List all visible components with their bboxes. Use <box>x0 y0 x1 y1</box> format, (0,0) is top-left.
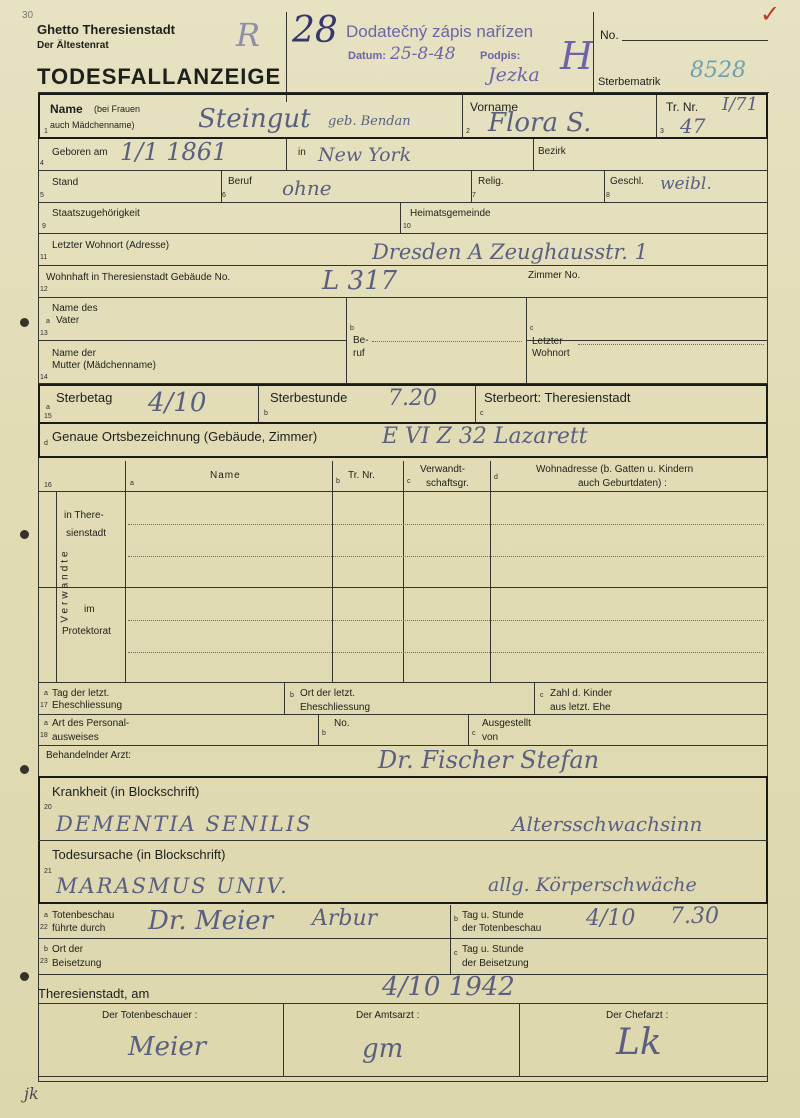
r18-art-label1: Art des Personal- <box>52 718 130 729</box>
trnr-label: Tr. Nr. <box>666 100 699 114</box>
beschau-value: Dr. Meier <box>148 906 274 936</box>
bottom-mark: jk <box>24 1084 39 1103</box>
r23-ort-label1: Ort der <box>52 944 84 955</box>
name-sub1: (bei Frauen <box>94 104 141 114</box>
ort-value: E VI Z 32 Lazarett <box>382 424 588 449</box>
letzter-label1: Letzter <box>532 336 563 347</box>
r22-stunde-value: 7.30 <box>670 904 719 929</box>
check-mark: ✓ <box>760 1 781 28</box>
krankheit-label: Krankheit (in Blockschrift) <box>52 784 200 799</box>
punch-hole <box>20 318 29 327</box>
sterbematrik-value: 8528 <box>690 58 746 83</box>
staat-label: Staatszugehörigkeit <box>52 208 140 219</box>
gebaeude-label: Wohnhaft in Theresienstadt Gebäude No. <box>46 272 231 283</box>
beruf-label-parent2: ruf <box>353 348 365 359</box>
gebaeude-value: L 317 <box>322 266 398 296</box>
r18-no-label: No. <box>334 718 350 729</box>
trnr-value1: I/71 <box>722 94 759 115</box>
rel-name-col: Name <box>210 470 241 481</box>
no-label: No. <box>600 28 619 42</box>
sterbetag-label: Sterbetag <box>56 390 113 405</box>
sterbematrik-label: Sterbematrik <box>598 76 661 88</box>
ursache-note: allg. Körperschwäche <box>488 874 697 896</box>
stamp-sign-label: Podpis: <box>480 50 521 62</box>
geschl-value: weibl. <box>660 174 712 194</box>
punch-hole <box>20 530 29 539</box>
r22-tag-label2: der Totenbeschau <box>462 923 542 934</box>
mutter-label1: Name der <box>52 348 96 359</box>
krankheit-value: DEMENTIA SENILIS <box>56 812 313 836</box>
header-subtitle: Der Ältestenrat <box>37 40 109 51</box>
sterbestunde-label: Sterbestunde <box>270 390 348 405</box>
mutter-label2: Mutter (Mädchenname) <box>52 360 156 371</box>
letzter-label2: Wohnort <box>532 348 570 359</box>
footer-date: 4/10 1942 <box>382 972 515 1002</box>
geboren-value: 1/1 1861 <box>120 138 228 166</box>
arzt-value: Dr. Fischer Stefan <box>378 746 600 774</box>
vater-label2: Vater <box>56 315 80 326</box>
relig-label: Relig. <box>478 176 504 187</box>
rel-protektorat: Protektorat <box>62 626 111 637</box>
punch-hole <box>20 972 29 981</box>
sig1-label: Der Totenbeschauer : <box>102 1010 198 1021</box>
ort-label: Genaue Ortsbezeichnung (Gebäude, Zimmer) <box>52 429 318 444</box>
rel-wohn-col2: auch Geburtdaten) : <box>578 478 667 489</box>
sterbestunde-value: 7.20 <box>388 386 437 411</box>
rel-verw-col2: schaftsgr. <box>426 478 469 489</box>
sterbeort-label: Sterbeort: Theresienstadt <box>484 390 631 405</box>
handwritten-number: 28 <box>292 10 338 51</box>
bezirk-label: Bezirk <box>538 146 566 157</box>
name-label: Name <box>50 102 83 116</box>
krankheit-note: Altersschwachsinn <box>512 812 703 836</box>
r18-ausg-label1: Ausgestellt <box>482 718 531 729</box>
beruf-label-parent1: Be- <box>353 335 369 346</box>
in-value: New York <box>318 144 412 166</box>
stamp-date-label: Datum: <box>348 50 386 62</box>
r22-tag-label1: Tag u. Stunde <box>462 910 524 921</box>
r17-tag-label2: Eheschliessung <box>52 700 123 711</box>
vorname-label: Vorname <box>470 100 519 114</box>
r22-tag-value: 4/10 <box>586 906 636 931</box>
rel-trnr-col: Tr. Nr. <box>348 470 375 481</box>
r23-tag-label2: der Beisetzung <box>462 958 529 969</box>
beruf-value: ohne <box>282 176 332 200</box>
beschau-label2: führte durch <box>52 923 106 934</box>
trnr-value2: 47 <box>680 114 706 138</box>
stamp-initials: H <box>560 34 594 78</box>
sig2-value: gm <box>362 1034 404 1064</box>
death-record-sheet: 30 ✓ Ghetto Theresienstadt Der Ältestenrat TODESFALLANZEIGE R 28 Dodatečný zápis nařízen Datum: 25-8-48 Podpis: Jezka H No. Sterbematrik 8528 Name (bei Frauen auch Mädchenname) 1 Steingut geb. Bendan Vorname 2 Flora S. Tr. Nr. 3 I/71 47 Geboren am 4 1/1 1861 in New York Bezirk Stand 5 Beruf 6 ohne Relig. 7 Geschl. 8 weibl. Staatszugehörigkeit 9 Heimatsgemeinde 10 Letzter Wohnort (Adresse) 11 Dresden A Zeughausstr. 1 Wohnhaft in Theresienstadt Gebäude No. 12 L 317 Zimmer No. Name des Vater a 13 b Be- ruf c Letzter Wohnort Name der Mutter (Mädchenname) 14 Sterbetag a 15 4/10 Sterbestunde b 7.20 Sterbeort: Theresienstadt c d Genaue Ortsbezeichnung (Gebäude, Zimmer) E VI Z 32 Lazarett 16 a Name b Tr. Nr. c Verwandt- schaftsgr. d Wohnadresse (b. Gatten u. Kindern auch Geburtdaten) : Verwandte in There- sienstadt im Protektorat a Tag der letzt. Eheschliessung 17 b Ort der letzt. Eheschliessung c Zahl d. Kinder aus letzt. Ehe a Art des Personal- ausweises 18 b No. c Ausgestellt von Behandelnder Arzt: Dr. Fischer Stefan Krankheit (in Blockschrift) 20 DEMENTIA SENILIS Altersschwachsinn Todesursache (in Blockschrift) 21 MARASMUS UNIV. allg. Körperschwäche a Totenbeschau führte durch 22 Dr. Meier Arbur b Tag u. Stunde der Totenbeschau 4/10 7.30 b Ort der Beisetzung 23 c Tag u. Stunde der Beisetzung Theresienstadt, am 4/10 1942 Der Totenbeschauer : Meier Der Amtsarzt : gm Der Chefarzt : Lk jk <box>0 0 800 1118</box>
in-label: in <box>298 147 306 158</box>
rel-side-label: Verwandte <box>59 548 71 623</box>
r17-zahl-label1: Zahl d. Kinder <box>550 688 613 699</box>
rel-wohn-col1: Wohnadresse (b. Gatten u. Kindern <box>536 464 694 475</box>
beschau-value2: Arbur <box>312 906 378 931</box>
wohnort-label: Letzter Wohnort (Adresse) <box>52 240 170 251</box>
geschl-label: Geschl. <box>610 176 644 187</box>
r23-tag-label1: Tag u. Stunde <box>462 944 524 955</box>
corner-ref: 30 <box>22 10 34 21</box>
arzt-label: Behandelnder Arzt: <box>46 750 132 761</box>
rel-im: im <box>84 604 95 615</box>
r17-ort-label1: Ort der letzt. <box>300 688 356 699</box>
r18-ausg-label2: von <box>482 732 499 743</box>
sig3-value: Lk <box>616 1022 662 1063</box>
handwritten-initials: R <box>236 16 261 54</box>
r23-ort-label2: Beisetzung <box>52 958 102 969</box>
header-title: Ghetto Theresienstadt <box>37 22 175 37</box>
sig3-label: Der Chefarzt : <box>606 1010 669 1021</box>
name-sub2: auch Mädchenname) <box>50 120 135 130</box>
sterbetag-value: 4/10 <box>148 388 207 418</box>
name-value: Steingut <box>198 104 311 134</box>
sig1-value: Meier <box>128 1032 207 1062</box>
vorname-value: Flora S. <box>488 108 592 138</box>
stamp-date: 25-8-48 <box>390 44 456 64</box>
zimmer-label: Zimmer No. <box>528 270 581 281</box>
rel-in-there1: in There- <box>64 510 104 521</box>
r18-art-label2: ausweises <box>52 732 99 743</box>
stamp-signature: Jezka <box>488 64 540 86</box>
geboren-label: Geboren am <box>52 147 108 158</box>
rel-in-there2: sienstadt <box>66 528 107 539</box>
stamp-text: Dodatečný zápis nařízen <box>346 22 534 41</box>
ursache-value: MARASMUS UNIV. <box>56 874 289 898</box>
r17-ort-label2: Eheschliessung <box>300 702 371 713</box>
r17-zahl-label2: aus letzt. Ehe <box>550 702 611 713</box>
beruf-label: Beruf <box>228 176 252 187</box>
wohnort-value: Dresden A Zeughausstr. 1 <box>372 240 648 264</box>
ursache-label: Todesursache (in Blockschrift) <box>52 847 226 862</box>
vater-label1: Name des <box>52 303 98 314</box>
beschau-label1: Totenbeschau <box>52 910 115 921</box>
heimat-label: Heimatsgemeinde <box>410 208 491 219</box>
sig2-label: Der Amtsarzt : <box>356 1010 420 1021</box>
stand-label: Stand <box>52 177 79 188</box>
punch-hole <box>20 765 29 774</box>
form-title: TODESFALLANZEIGE <box>37 64 282 89</box>
r17-tag-label1: Tag der letzt. <box>52 688 110 699</box>
name-geb: geb. Bendan <box>328 114 411 129</box>
place-label: Theresienstadt, am <box>38 986 150 1001</box>
rel-verw-col1: Verwandt- <box>420 464 466 475</box>
